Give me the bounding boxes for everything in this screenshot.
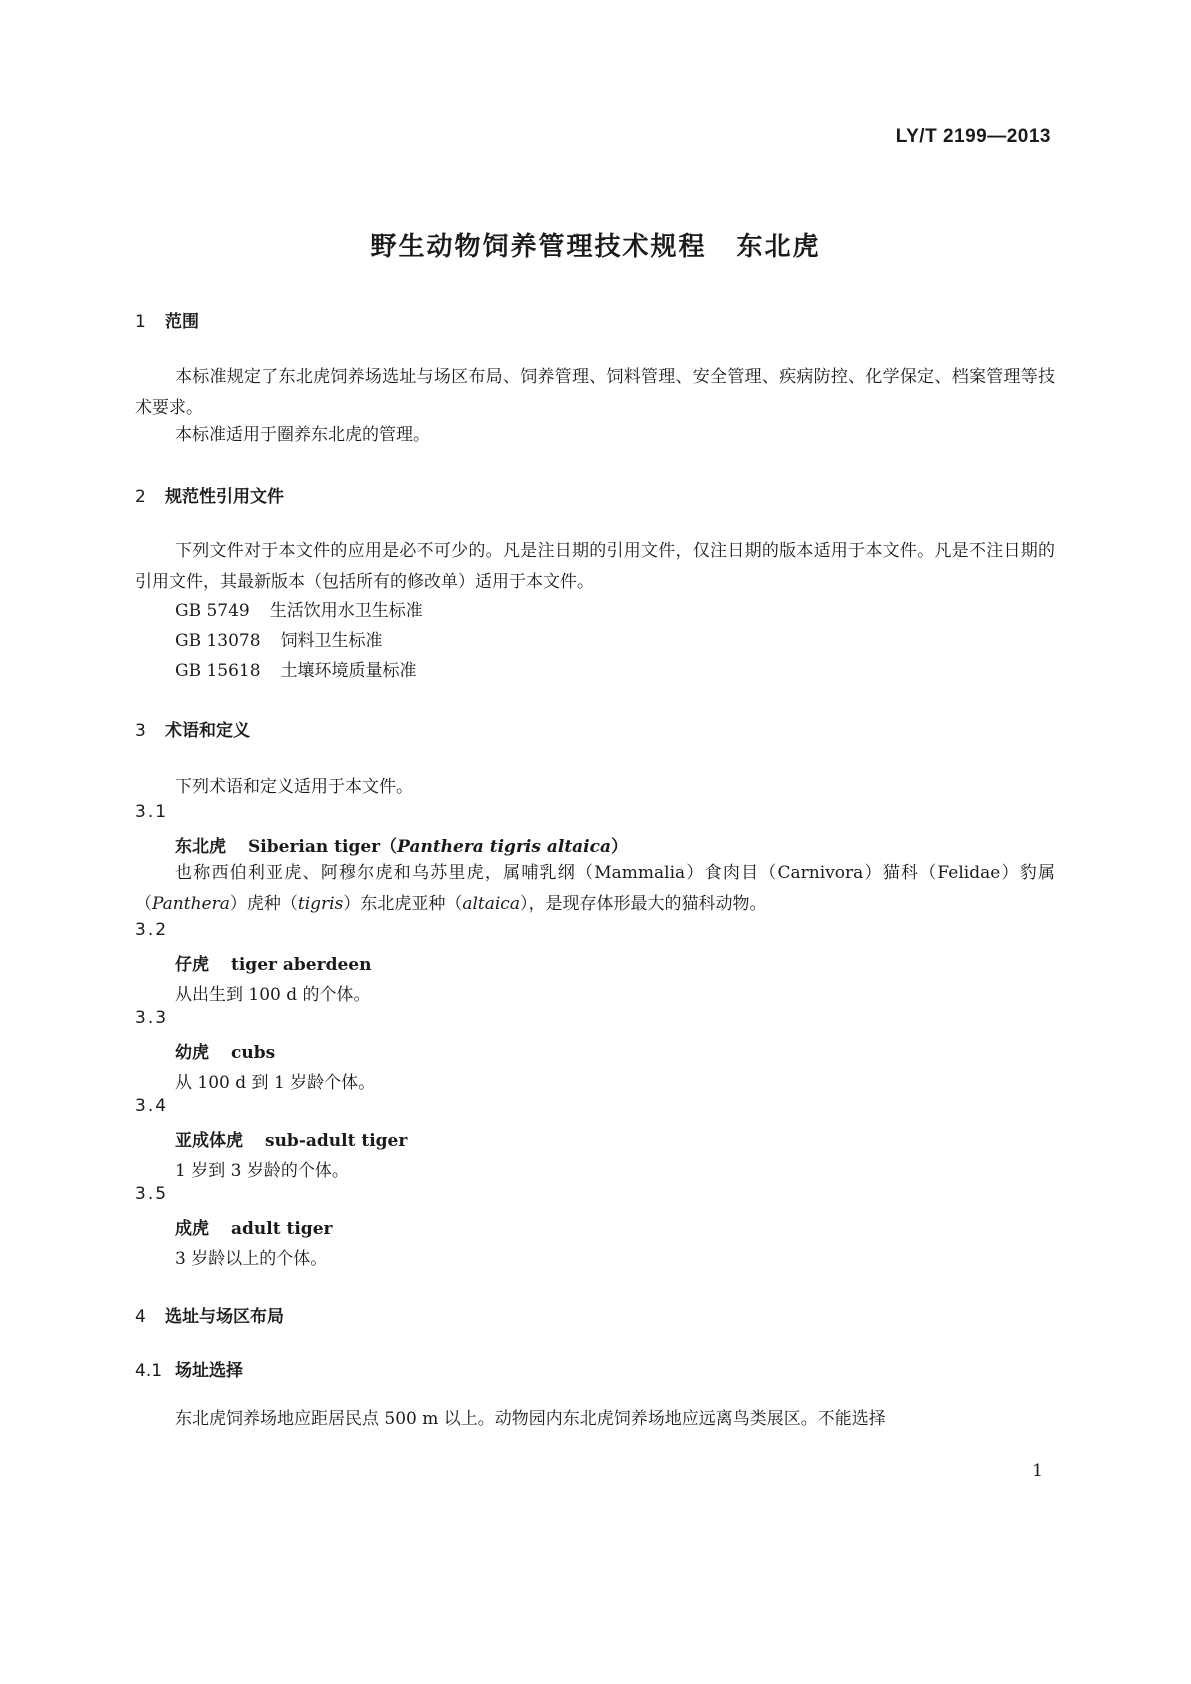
section-number: 4 (135, 1307, 146, 1327)
term-number: 3.1 (135, 802, 169, 822)
term-en: Siberian tiger (248, 837, 381, 857)
def-text: 也称西伯利亚虎、阿穆尔虎和乌苏里虎，属哺乳纲（Mammalia）食肉目（Carnivora）猫科（Felidae）豹属（ (135, 863, 1055, 914)
section-number: 1 (135, 312, 146, 332)
subsection-title: 场址选择 (175, 1361, 243, 1381)
term-definition: 1 岁到 3 岁龄的个体。 (175, 1161, 349, 1181)
term-definition (135, 858, 1055, 920)
section-1-para-2: 本标准适用于圈养东北虎的管理。 (175, 425, 430, 445)
ref-code: GB 15618 (175, 661, 261, 681)
term-cn: 仔虎 (175, 955, 209, 975)
paren-close: ） (611, 837, 629, 857)
term-heading (175, 950, 371, 975)
ref-item (175, 596, 423, 621)
section-title: 规范性引用文件 (165, 487, 284, 507)
section-title: 术语和定义 (165, 721, 250, 741)
section-3-intro: 下列术语和定义适用于本文件。 (175, 777, 413, 797)
ref-item (175, 626, 383, 651)
document-title (0, 226, 1191, 263)
section-title: 范围 (165, 312, 199, 332)
section-1-heading (135, 307, 199, 332)
term-definition: 从 100 d 到 1 岁龄个体。 (175, 1073, 376, 1093)
ref-item (175, 656, 417, 681)
term-cn: 东北虎 (175, 837, 226, 857)
title-main: 野生动物饲养管理技术规程 (370, 232, 707, 262)
def-text: ）东北虎亚种（ (343, 894, 463, 914)
term-en: adult tiger (231, 1219, 333, 1239)
ref-name: 土壤环境质量标准 (280, 661, 417, 681)
section-4-heading (135, 1302, 284, 1327)
term-cn: 成虎 (175, 1219, 209, 1239)
paren-open: （ (380, 837, 398, 857)
term-cn: 亚成体虎 (175, 1131, 243, 1151)
section-4-para-1: 东北虎饲养场地应距居民点 500 m 以上。动物园内东北虎饲养场地应远离鸟类展区。不能选择 (175, 1409, 886, 1429)
section-number: 2 (135, 487, 146, 507)
term-en: cubs (231, 1043, 276, 1063)
def-text: ），是现存体形最大的猫科动物。 (519, 894, 767, 914)
ref-name: 饲料卫生标准 (280, 631, 383, 651)
def-species: tigris (297, 894, 344, 914)
term-number: 3.2 (135, 920, 169, 940)
term-heading (175, 832, 628, 857)
section-2-para-1: 下列文件对于本文件的应用是必不可少的。凡是注日期的引用文件，仅注日期的版本适用于本文件。凡是不注日期的引用文件，其最新版本（包括所有的修改单）适用于本文件。 (135, 541, 1055, 592)
ref-code: GB 13078 (175, 631, 261, 651)
section-1-para-1: 本标准规定了东北虎饲养场选址与场区布局、饲养管理、饲料管理、安全管理、疾病防控、化学保定、档案管理等技术要求。 (135, 367, 1055, 418)
term-definition: 从出生到 100 d 的个体。 (175, 985, 371, 1005)
term-en: tiger aberdeen (231, 955, 372, 975)
section-title: 选址与场区布局 (165, 1307, 284, 1327)
term-number: 3.4 (135, 1096, 169, 1116)
section-number: 3 (135, 721, 146, 741)
title-sub: 东北虎 (736, 232, 821, 262)
def-genus: Panthera (152, 894, 230, 914)
term-cn: 幼虎 (175, 1043, 209, 1063)
term-number: 3.5 (135, 1184, 169, 1204)
ref-name: 生活饮用水卫生标准 (269, 601, 423, 621)
term-definition: 3 岁龄以上的个体。 (175, 1249, 328, 1269)
term-heading (175, 1038, 275, 1063)
term-heading (175, 1126, 407, 1151)
page-number: 1 (1032, 1461, 1043, 1481)
term-heading (175, 1214, 332, 1239)
def-text: ）虎种（ (229, 894, 298, 914)
ref-code: GB 5749 (175, 601, 250, 621)
term-en: sub-adult tiger (265, 1131, 408, 1151)
subsection-4-1-heading (135, 1356, 243, 1381)
term-latin: Panthera tigris altaica (397, 837, 612, 857)
subsection-number: 4.1 (135, 1361, 163, 1381)
section-2-heading (135, 482, 284, 507)
term-number: 3.3 (135, 1008, 169, 1028)
def-subspecies: altaica (462, 894, 520, 914)
standard-code: LY/T 2199—2013 (895, 126, 1051, 147)
section-3-heading (135, 716, 250, 741)
